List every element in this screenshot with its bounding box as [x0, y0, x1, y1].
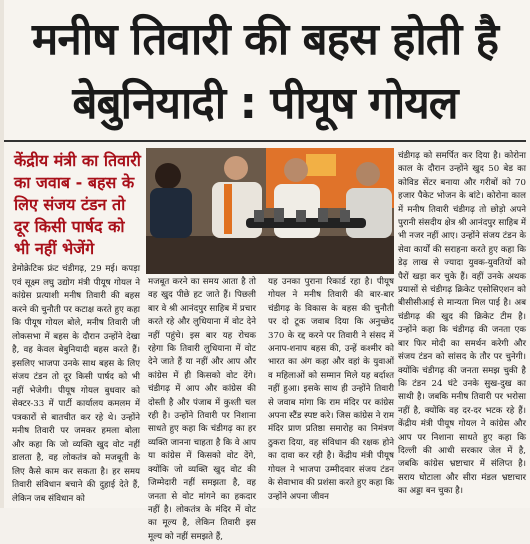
press-photo-illustration — [146, 148, 394, 274]
article-column-2: मजबूत करने का समय आता है तो वह खुद पीछे हट जाते हैं। पिछली बार वे श्री आनंदपुर साहिब में प्रचार करते रहे और लुधियाना में वोट देने नहीं पहुंचे। इस बार यह रोचक रहेगा कि तिवारी लुधियाना में वोट देने जाते हैं या नहीं और आप और कांग्रेस में ही किसको वोट देंगे। चंडीगढ़ में आप और कांग्रेस की दोस्ती है और पंजाब में कुश्ती चल रही है। उन्होंने तिवारी पर निशाना साधते हुए कहा कि चंडीगढ़ का हर व्यक्ति जानना चाहता है कि वे आप या कांग्रेस में किसको वोट देंगे, क्योंकि जो व्यक्ति खुद वोट की जिम्मेदारी नहीं समझता है, वह जनता से वोट मांगने का हकदार नहीं है। लोकतंत्र के मंदिर में वोट का मूल्य है, लेकिन तिवारी इस मूल्य को नहीं समझते हैं, — [148, 277, 256, 542]
page-edge — [0, 0, 4, 508]
article-column-3: यह उनका पुराना रिकार्ड रहा है। पीयूष गोयल ने मनीष तिवारी की बार-बार चंडीगढ़ के विकास के बहस की चुनौती पर दो टूक जवाब दिया कि अनुच्छेद 370 के रद्द करने पर तिवारी ने संसद में अनाप-शनाप बहस की, उन्हें कश्मीर को भारत का अंग कहा और वहां के युवाओं व महिलाओं को सम्मान मिले यह बर्दाश्त नहीं हुआ। इसके साथ ही उन्होंने तिवारी से जवाब मांगा कि राम मंदिर पर कांग्रेस अपना स्टैंड स्पष्ट करे। जिस कांग्रेस ने राम मंदिर प्राण प्रतिष्ठा समारोह का निमंत्रण ठुकरा दिया, वह संविधान की रक्षक होने का दावा कर रही है। केंद्रीय मंत्री पीयूष गोयल ने भाजपा उम्मीदवार संजय टंडन के सेवाभाव की प्रशंसा करते हुए कहा कि उन्होंने अपना जीवन — [268, 277, 394, 502]
article-column-1: डेमोक्रेटिक फ्रंट चंडीगढ़, 29 मई। कपड़ा एवं सूक्ष्म लघु उद्योग मंत्री पीयूष गोयल ने कांग्रेस प्रत्याशी मनीष तिवारी की बहस करने की चुनौती पर कटाक्ष करते हुए कहा कि पीयूष गोयल बोले, मनीष तिवारी जी लोकसभा में बहस के दौरान उन्होंने देखा है, वह केवल बेबुनियादी बहस करते हैं। इसलिए भाजपा उनके साथ बहस के लिए संजय टंडन तो दूर किसी पार्षद को भी नहीं भेजेगी। पीयूष गोयल बुधवार को सेक्टर-33 में पार्टी कार्यालय कमलम में पत्रकारों से बातचीत कर रहे थे। उन्होंने मनीष तिवारी पर जमकर हमला बोला और कहा कि जो व्यक्ति खुद वोट नहीं डालता है, वह लोकतंत्र को मजबूती के लिए कैसे काम कर सकता है। हर समय तिवारी संविधान बचाने की दुहाई देते हैं, लेकिन जब संविधान को — [12, 264, 140, 504]
headline-line-2: बेबुनियादी : पीयूष गोयल — [72, 78, 458, 129]
headline-rule — [4, 140, 526, 142]
article-column-4: चंडीगढ़ को समर्पित कर दिया है। कोरोना काल के दौरान उन्होंने खुद 50 बेड का कोविड सेंटर बनाया और गरीबों को 70 हजार पैकेट भोजन के बांटे। कोरोना काल में मनीष तिवारी चंडीगढ़ तो छोड़ो अपने पुरानी संसदीय क्षेत्र श्री आनंदपुर साहिब में भी नजर नहीं आए। उन्होंने संजय टंडन के सेवा कार्यों की सराहना करते हुए कहा कि डेढ़ लाख से ज्यादा युवक-युवतियों को पैरों खड़ा कर चुके हैं। वहीं उनके अथक प्रयासों से चंडीगढ़ क्रिकेट एसोसिएशन को बीसीसीआई से मान्यता मिल पाई है। अब चंडीगढ़ की खुद की क्रिकेट टीम है। उन्होंने कहा कि चंडीगढ़ की जनता एक बार फिर मोदी का समर्थन करेगी और संजय टंडन को सांसद के तौर पर चुनेगी। क्योंकि चंडीगढ़ की जनता समझ चुकी है कि टंडन 24 घंटे उनके सुख-दुख का साथी है। जबकि मनीष तिवारी पर भरोसा नहीं है, क्योंकि वह दर-दर भटक रहे हैं। केंद्रीय मंत्री पीयूष गोयल ने कांग्रेस और आप पर निशाना साधते हुए कहा कि दिल्ली की आधी सरकार जेल में है, जबकि कांग्रेस भ्रष्टाचार में संलिप्त है। सराय घोटाला और सीरा मंडल भ्रष्टाचार का अड्डा बन चुका है। — [398, 151, 526, 497]
press-conference-photo — [146, 148, 394, 274]
headline-line-1: मनीष तिवारी की बहस होती है — [32, 14, 498, 65]
subheadline: केंद्रीय मंत्री का तिवारी का जवाब - बहस के लिए संजय टंडन तो दूर किसी पार्षद को भी नहीं भेजेंगे — [14, 151, 141, 258]
